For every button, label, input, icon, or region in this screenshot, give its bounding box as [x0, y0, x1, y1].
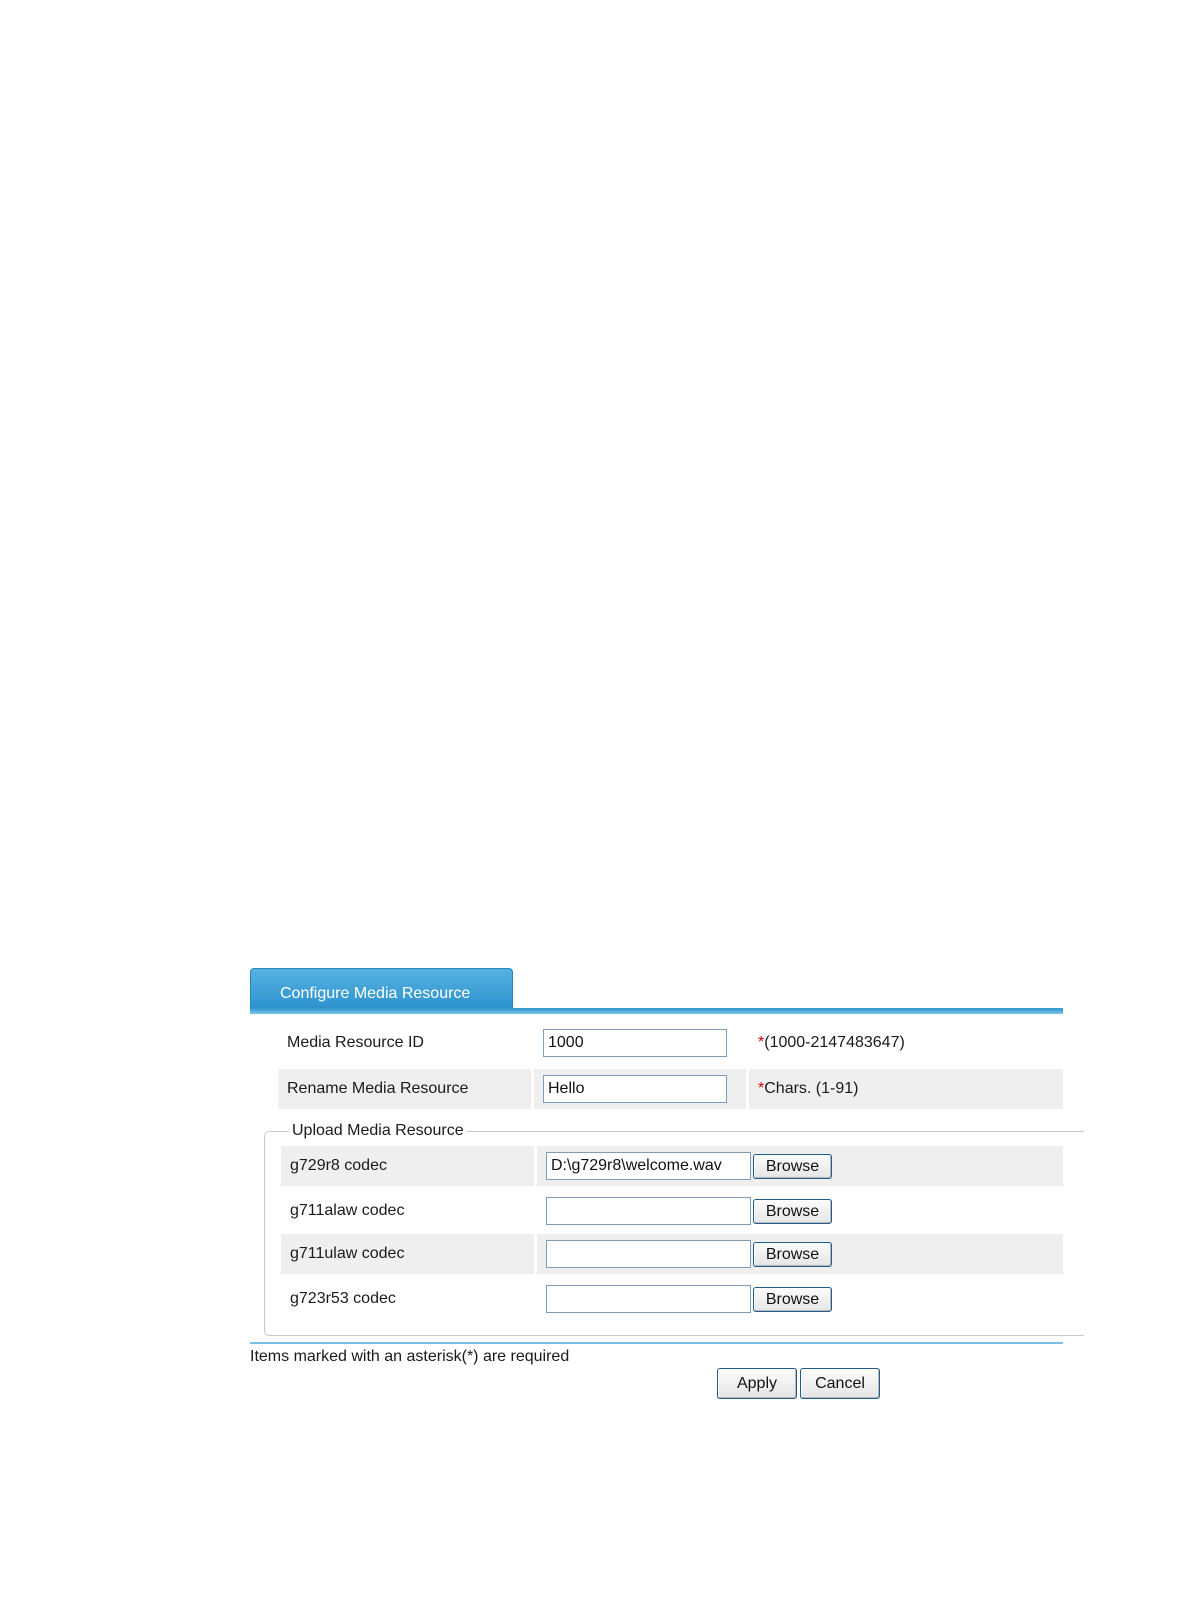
hint-cell — [749, 1069, 1063, 1109]
chars-hint: Chars. (1-91) — [764, 1080, 859, 1097]
media-resource-id-label: Media Resource ID — [287, 1034, 424, 1051]
g711alaw-file-input[interactable] — [546, 1197, 751, 1225]
g729r8-codec-label: g729r8 codec — [290, 1157, 387, 1174]
upload-media-resource-legend: Upload Media Resource — [289, 1122, 467, 1140]
label-cell — [281, 1234, 534, 1274]
g711ulaw-file-input[interactable] — [546, 1240, 751, 1268]
g711ulaw-browse-button[interactable]: Browse — [753, 1242, 832, 1267]
g729r8-file-input[interactable] — [546, 1152, 751, 1180]
input-cell — [534, 1069, 746, 1109]
rename-media-resource-hint — [758, 1080, 858, 1098]
rename-media-resource-row — [278, 1069, 1063, 1109]
input-cell — [534, 1023, 746, 1063]
required-asterisk: * — [758, 1034, 765, 1051]
apply-button[interactable]: Apply — [717, 1368, 797, 1399]
rename-media-resource-label: Rename Media Resource — [287, 1080, 469, 1097]
codec-row-g729r8 — [281, 1146, 1063, 1186]
codec-row-g711ulaw — [281, 1234, 1063, 1274]
codec-row-g711alaw — [281, 1191, 1063, 1231]
hint-cell — [749, 1023, 1063, 1063]
form-bottom-divider — [250, 1342, 1063, 1344]
label-cell — [278, 1023, 531, 1063]
tab-underline — [250, 1008, 1063, 1014]
configure-media-resource-panel — [250, 968, 1063, 1408]
g711alaw-codec-label: g711alaw codec — [290, 1202, 405, 1219]
file-cell — [537, 1191, 1063, 1231]
label-cell — [281, 1146, 534, 1186]
range-hint: (1000-2147483647) — [764, 1034, 905, 1051]
required-asterisk: * — [758, 1080, 765, 1097]
g723r53-browse-button[interactable]: Browse — [753, 1287, 832, 1312]
codec-row-g723r53 — [281, 1279, 1063, 1319]
g723r53-file-input[interactable] — [546, 1285, 751, 1313]
rename-media-resource-input[interactable] — [543, 1075, 727, 1103]
g711alaw-browse-button[interactable]: Browse — [753, 1199, 832, 1224]
required-items-footnote: Items marked with an asterisk(*) are required — [250, 1348, 570, 1365]
label-cell — [281, 1191, 534, 1231]
media-resource-id-hint — [758, 1034, 905, 1052]
tab-configure-media-resource[interactable]: Configure Media Resource — [250, 968, 513, 1010]
file-cell — [537, 1279, 1063, 1319]
media-resource-id-input[interactable] — [543, 1029, 727, 1057]
g711ulaw-codec-label: g711ulaw codec — [290, 1245, 405, 1262]
label-cell — [281, 1279, 534, 1319]
label-cell — [278, 1069, 531, 1109]
file-cell — [537, 1146, 1063, 1186]
g723r53-codec-label: g723r53 codec — [290, 1290, 396, 1307]
media-resource-id-row — [278, 1023, 1063, 1063]
file-cell — [537, 1234, 1063, 1274]
g729r8-browse-button[interactable]: Browse — [753, 1154, 832, 1179]
cancel-button[interactable]: Cancel — [800, 1368, 880, 1399]
